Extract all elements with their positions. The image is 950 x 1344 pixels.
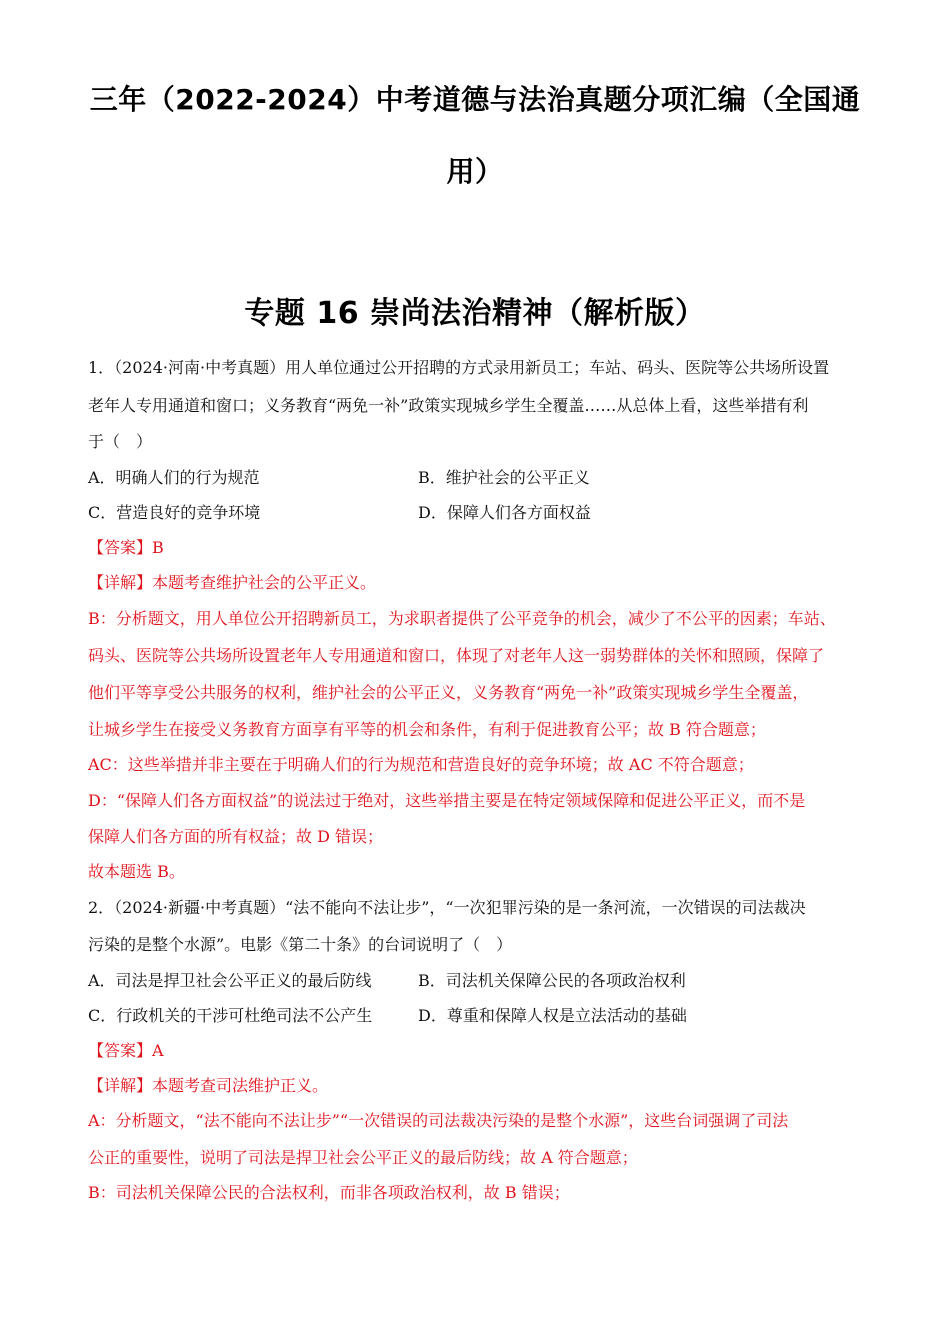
q1-option-a: A．明确人们的行为规范 [88,468,260,487]
q2-analysis-line: A：分析题文，“法不能向不法让步”“一次错误的司法裁决污染的是整个水源”，这些台词强调了司法 [88,1111,789,1130]
q1-answer: 【答案】B [88,538,164,557]
q2-stem-line: 2．（2024·新疆·中考真题）“法不能向不法让步”，“一次犯罪污染的是一条河流，一次错误的司法裁决 [88,898,806,917]
q1-analysis-line: 码头、医院等公共场所设置老年人专用通道和窗口，体现了对老年人这一弱势群体的关怀和照顾，保障了 [88,646,825,665]
q1-analysis-line: 他们平等享受公共服务的权利，维护社会的公平正义，义务教育“两免一补”政策实现城乡学生全覆盖， [88,683,809,702]
q1-option-c: C．营造良好的竞争环境 [88,503,261,522]
q2-answer: 【答案】A [88,1041,164,1060]
q2-detail: 【详解】本题考查司法维护正义。 [88,1076,329,1095]
q1-stem-line: 老年人专用通道和窗口；义务教育“两免一补”政策实现城乡学生全覆盖……从总体上看，这些举措有利 [88,396,809,415]
q1-option-b: B．维护社会的公平正义 [418,468,590,487]
document-title-line2: 用） [446,155,504,188]
q1-analysis-line: 故本题选 B。 [88,862,185,881]
q1-analysis-line: AC：这些举措并非主要在于明确人们的行为规范和营造良好的竞争环境；故 AC 不符合题意； [88,755,754,774]
q1-option-d: D．保障人们各方面权益 [418,503,591,522]
q2-option-c: C．行政机关的干涉可杜绝司法不公产生 [88,1006,373,1025]
q2-option-a: A．司法是捍卫社会公平正义的最后防线 [88,971,372,990]
topic-subtitle: 专题 16 崇尚法治精神（解析版） [244,296,706,331]
q1-stem-line: 1．（2024·河南·中考真题）用人单位通过公开招聘的方式录用新员工；车站、码头、医院等公共场所设置 [88,358,830,377]
q2-analysis-line: 公正的重要性，说明了司法是捍卫社会公平正义的最后防线；故 A 符合题意； [88,1148,638,1167]
q2-option-d: D．尊重和保障人权是立法活动的基础 [418,1006,687,1025]
q1-detail: 【详解】本题考查维护社会的公平正义。 [88,573,377,592]
q1-analysis-line: 让城乡学生在接受义务教育方面享有平等的机会和条件，有利于促进教育公平；故 B 符合题意； [88,720,766,739]
q1-analysis-line: D：“保障人们各方面权益”的说法过于绝对，这些举措主要是在特定领域保障和促进公平正义，而不是 [88,791,806,810]
document-title-line1: 三年（2022-2024）中考道德与法治真题分项汇编（全国通 [89,83,861,116]
q1-analysis-line: B：分析题文，用人单位公开招聘新员工，为求职者提供了公平竞争的机会，减少了不公平的因素；车站、 [88,609,836,628]
q2-stem-line: 污染的是整个水源”。电影《第二十条》的台词说明了（ ） [88,935,513,954]
q2-option-b: B．司法机关保障公民的各项政治权利 [418,971,686,990]
q2-analysis-line: B：司法机关保障公民的合法权利，而非各项政治权利，故 B 错误； [88,1183,570,1202]
q1-stem-line: 于（ ） [88,432,153,451]
q1-analysis-line: 保障人们各方面的所有权益；故 D 错误； [88,827,384,846]
